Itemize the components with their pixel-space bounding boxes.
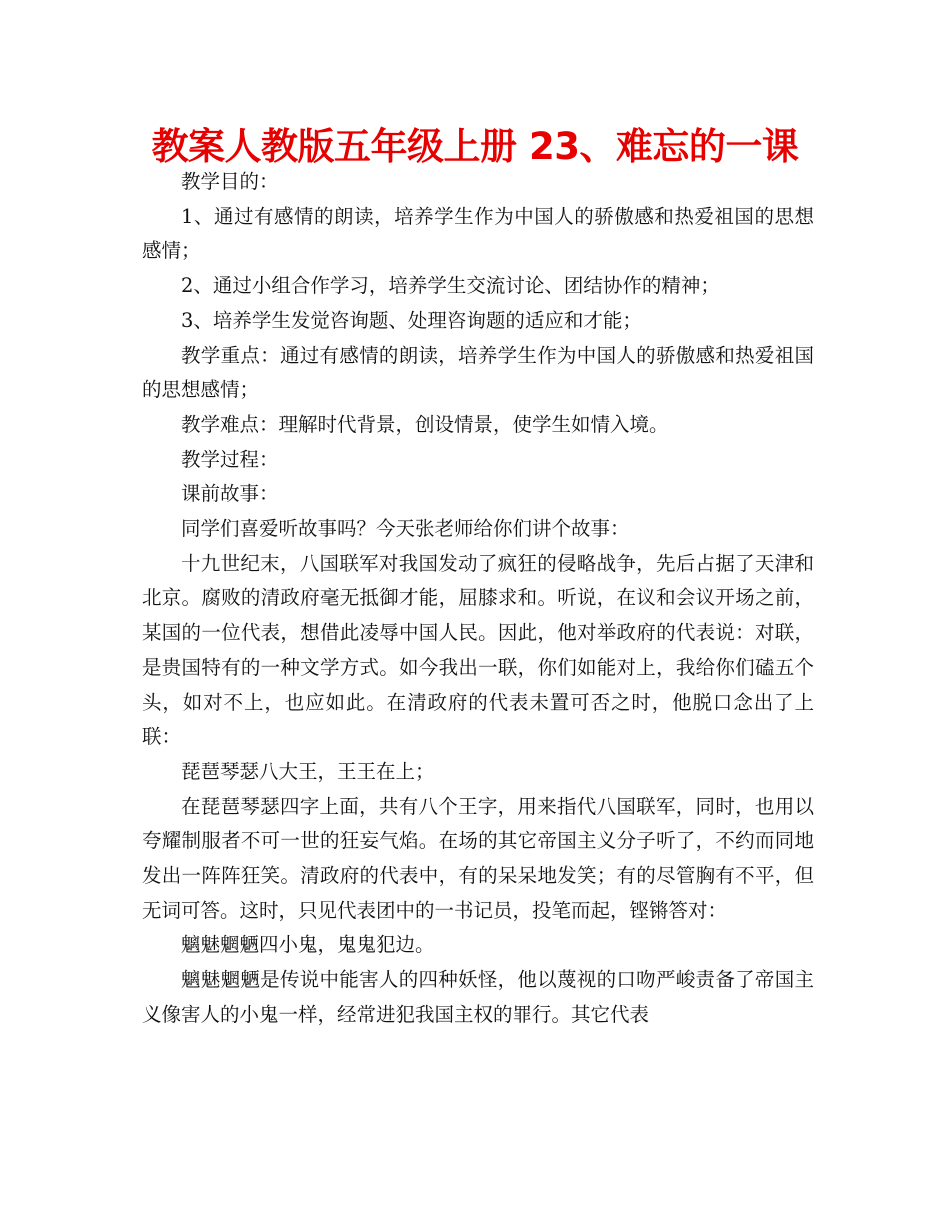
paragraph-objective-2: 2、通过小组合作学习，培养学生交流讨论、团结协作的精神； <box>181 274 720 298</box>
paragraph-story-body-1: 十九世纪末，八国联军对我国发动了疯狂的侵略战争，先后占据了天津和北京。腐败的清政府毫无抵御才能，屈膝求和。听说，在议和会议开场之前，某国的一位代表，想借此凌辱中国人民。因此，他对举政府的代表说：对联，是贵国特有的一种文学方式。如今我出一联，你们如能对上，我给你们磕五个头，如对不上，也应如此。在清政府的代表未置可否之时，他脱口念出了上联： <box>142 551 814 749</box>
paragraph-difficulties: 教学难点：理解时代背景，创设情景，使学生如情入境。 <box>181 412 669 436</box>
paragraph-process-heading: 教学过程： <box>181 447 279 471</box>
paragraph-objective-1: 1、通过有感情的朗读，培养学生作为中国人的骄傲感和热爱祖国的思想感情； <box>142 204 814 263</box>
paragraph-story-body-2: 在琵琶琴瑟四字上面，共有八个王字，用来指代八国联军，同时，也用以夸耀制服者不可一世的狂妄气焰。在场的其它帝国主义分子听了，不约而同地发出一阵阵狂笑。清政府的代表中，有的呆呆地发笑；有的尽管胸有不平，但无词可答。这时，只见代表团中的一书记员，投笔而起，铿锵答对： <box>142 794 814 922</box>
document-body <box>142 165 814 1033</box>
paragraph-objectives-heading: 教学目的： <box>181 170 279 193</box>
paragraph-couplet-second-line: 魑魅魍魉四小鬼，鬼鬼犯边。 <box>181 933 435 957</box>
paragraph-story-intro: 同学们喜爱听故事吗？今天张老师给你们讲个故事： <box>181 517 630 541</box>
paragraph-story-heading: 课前故事： <box>181 482 279 506</box>
paragraph-couplet-first-line: 琵琶琴瑟八大王，王王在上； <box>181 759 435 783</box>
document-title: 教案人教版五年级上册 23、难忘的一课 <box>151 125 799 168</box>
paragraph-story-body-3: 魑魅魍魉是传说中能害人的四种妖怪，他以蔑视的口吻严峻责备了帝国主义像害人的小鬼一样，经常进犯我国主权的罪行。其它代表 <box>142 968 814 1026</box>
paragraph-objective-3: 3、培养学生发觉咨询题、处理咨询题的适应和才能； <box>181 308 642 332</box>
paragraph-key-points: 教学重点：通过有感情的朗读，培养学生作为中国人的骄傲感和热爱祖国的思想感情； <box>142 343 814 402</box>
